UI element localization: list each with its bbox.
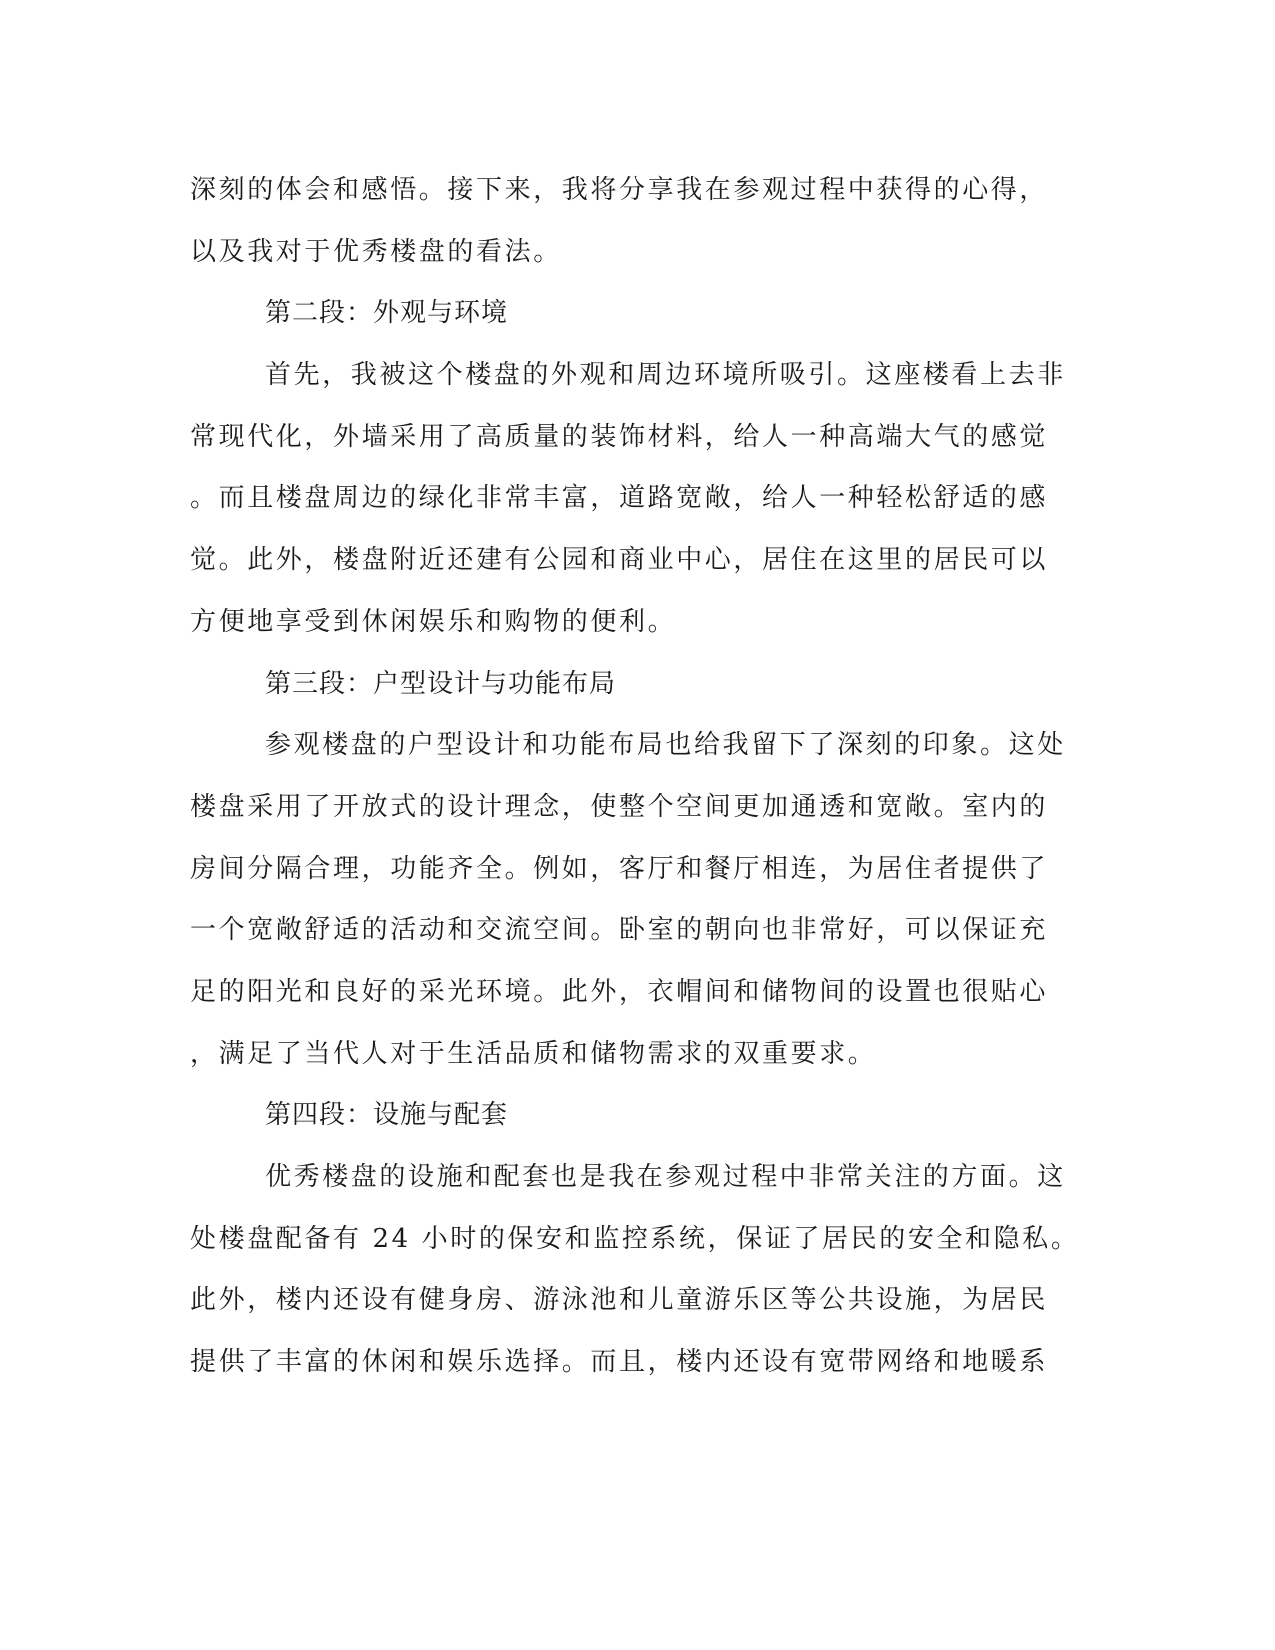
text-line: 参观楼盘的户型设计和功能布局也给我留下了深刻的印象。这处	[265, 730, 1066, 761]
text-line: 觉。此外，楼盘附近还建有公园和商业中心，居住在这里的居民可以	[190, 545, 1049, 576]
text-line: 此外，楼内还设有健身房、游泳池和儿童游乐区等公共设施，为居民	[190, 1285, 1049, 1316]
section-heading: 第三段：户型设计与功能布局	[265, 668, 617, 699]
text-line: 常现代化，外墙采用了高质量的装饰材料，给人一种高端大气的感觉	[190, 421, 1049, 452]
text-line: 楼盘采用了开放式的设计理念，使整个空间更加通透和宽敞。室内的	[190, 791, 1049, 822]
text-line: 处楼盘配备有 24 小时的保安和监控系统，保证了居民的安全和隐私。	[190, 1223, 1080, 1254]
text-line: 足的阳光和良好的采光环境。此外，衣帽间和储物间的设置也很贴心	[190, 976, 1049, 1007]
text-line: 房间分隔合理，功能齐全。例如，客厅和餐厅相连，为居住者提供了	[190, 853, 1049, 884]
text-line: 。而且楼盘周边的绿化非常丰富，道路宽敞，给人一种轻松舒适的感	[190, 483, 1049, 514]
text-line: 提供了丰富的休闲和娱乐选择。而且，楼内还设有宽带网络和地暖系	[190, 1347, 1049, 1378]
text-line: 方便地享受到休闲娱乐和购物的便利。	[190, 606, 677, 637]
section-heading: 第四段：设施与配套	[265, 1100, 509, 1131]
text-line: ，满足了当代人对于生活品质和储物需求的双重要求。	[190, 1038, 877, 1069]
text-line: 以及我对于优秀楼盘的看法。	[190, 236, 562, 267]
text-line: 深刻的体会和感悟。接下来，我将分享我在参观过程中获得的心得，	[190, 175, 1049, 205]
section-heading: 第二段：外观与环境	[265, 298, 509, 329]
document-body	[190, 160, 1080, 1394]
text-line: 首先，我被这个楼盘的外观和周边环境所吸引。这座楼看上去非	[265, 360, 1066, 391]
text-line: 一个宽敞舒适的活动和交流空间。卧室的朝向也非常好，可以保证充	[190, 915, 1049, 946]
text-line: 优秀楼盘的设施和配套也是我在参观过程中非常关注的方面。这	[265, 1162, 1066, 1192]
